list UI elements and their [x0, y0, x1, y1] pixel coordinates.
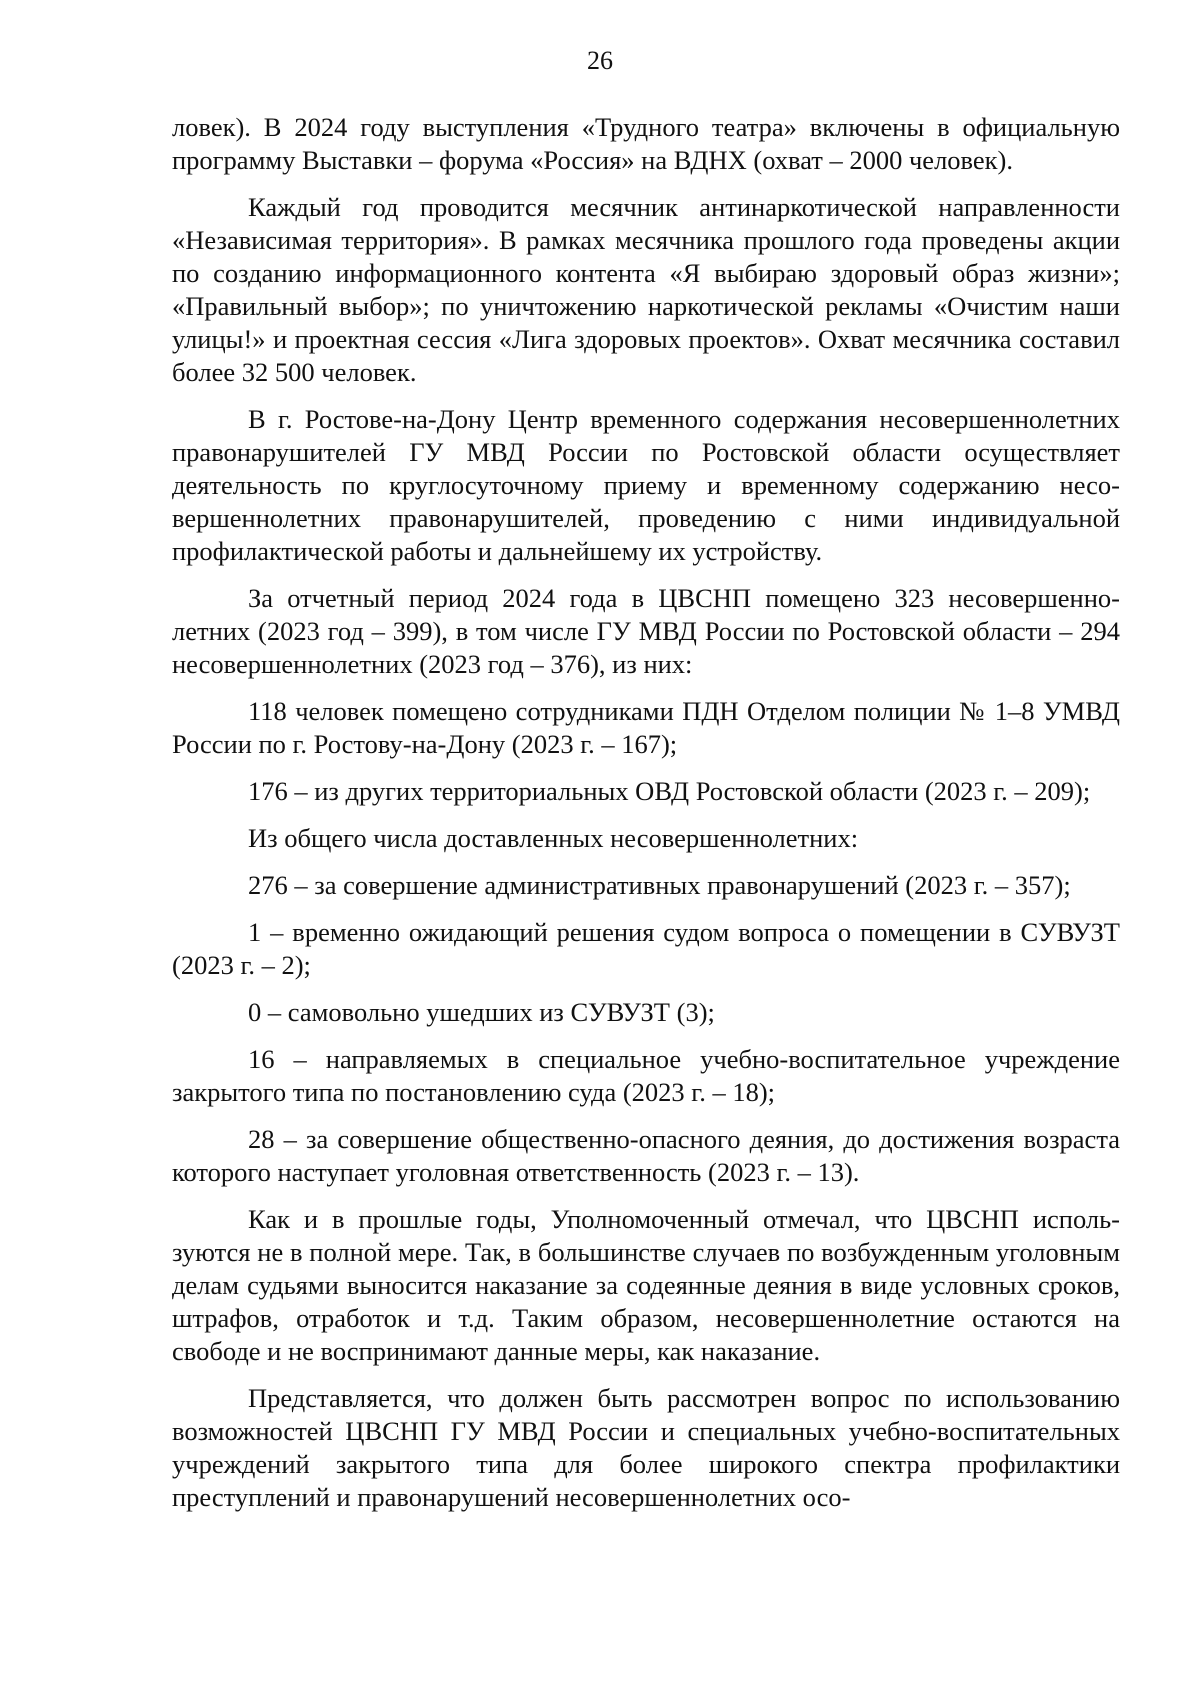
paragraph-proposal: Представляется, что должен быть рассмотрен вопрос по использованию возможностей ЦВСНП ГУ МВД России и специальных учебно-воспитательных учреждений закрытого типа для более широкого спектра профилактики преступлений и правонарушений несовершеннолетних осо- [172, 1383, 1120, 1512]
paragraph-item-28: 28 – за совершение общественно-опасного деяния, до достижения возраста которого наступает уголовная ответственность (2023 г. – 13). [172, 1124, 1120, 1187]
paragraph-item-176: 176 – из других территориальных ОВД Ростовской области (2023 г. – 209); [248, 776, 1091, 806]
paragraph-item-276: 276 – за совершение административных правонарушений (2023 г. – 357); [248, 870, 1071, 900]
paragraph-anti-drug-month: Каждый год проводится месячник антинаркотической направленности «Независимая территория». В рамках месячника прошлого года проведены акции по созданию информационного контента «Я выбираю здоровый образ жизни»; «Правильный выбор»; по уничтожению наркотической рекламы «Очистим наши улицы!» и проектная сессия «Лига здоровых проектов». Охват месячника составил более 32 500 человек. [172, 192, 1120, 387]
paragraph-total-delivered: Из общего числа доставленных несовершеннолетних: [248, 823, 859, 853]
paragraph-detention-center: В г. Ростове-на-Дону Центр временного содержания несовершеннолетних правонарушителей ГУ МВД России по Ростовской области осуществляет деятельность по круглосуточному приему и временному содержанию несовершеннолетних правонарушителей, проведению с ними индивидуальной профилактической работы и дальнейшему их устройству. [172, 404, 1120, 566]
paragraph-item-1: 1 – временно ожидающий решения судом вопроса о помещении в СУВУЗТ (2023 г. – 2); [172, 917, 1120, 980]
page-number: 26 [587, 46, 613, 75]
paragraph-ombudsman-note: Как и в прошлые годы, Уполномоченный отмечал, что ЦВСНП используются не в полной мере. Так, в большинстве случаев по возбужденным уголовным делам судьями выносится наказание за содеянные деяния в виде условных сроков, штрафов, отработок и т.д. Таким образом, несовершеннолетние остаются на свободе и не воспринимают данные меры, как наказание. [172, 1204, 1120, 1366]
document-body [172, 111, 1120, 1514]
paragraph-item-118: 118 человек помещено сотрудниками ПДН Отделом полиции № 1–8 УМВД России по г. Ростову-на-Дону (2023 г. – 167); [172, 696, 1120, 759]
paragraph-item-0: 0 – самовольно ушедших из СУВУЗТ (3); [248, 997, 715, 1027]
paragraph-item-16: 16 – направляемых в специальное учебно-воспитательное учреждение закрытого типа по постановлению суда (2023 г. – 18); [172, 1044, 1120, 1107]
paragraph-reporting-period: За отчетный период 2024 года в ЦВСНП помещено 323 несовершеннолетних (2023 год – 399), в том числе ГУ МВД России по Ростовской области – 294 несовершеннолетних (2023 год – 376), из них: [172, 583, 1120, 679]
paragraph-continuation: ловек). В 2024 году выступления «Трудного театра» включены в официальную программу Выставки – форума «Россия» на ВДНХ (охват – 2000 человек). [172, 112, 1120, 175]
